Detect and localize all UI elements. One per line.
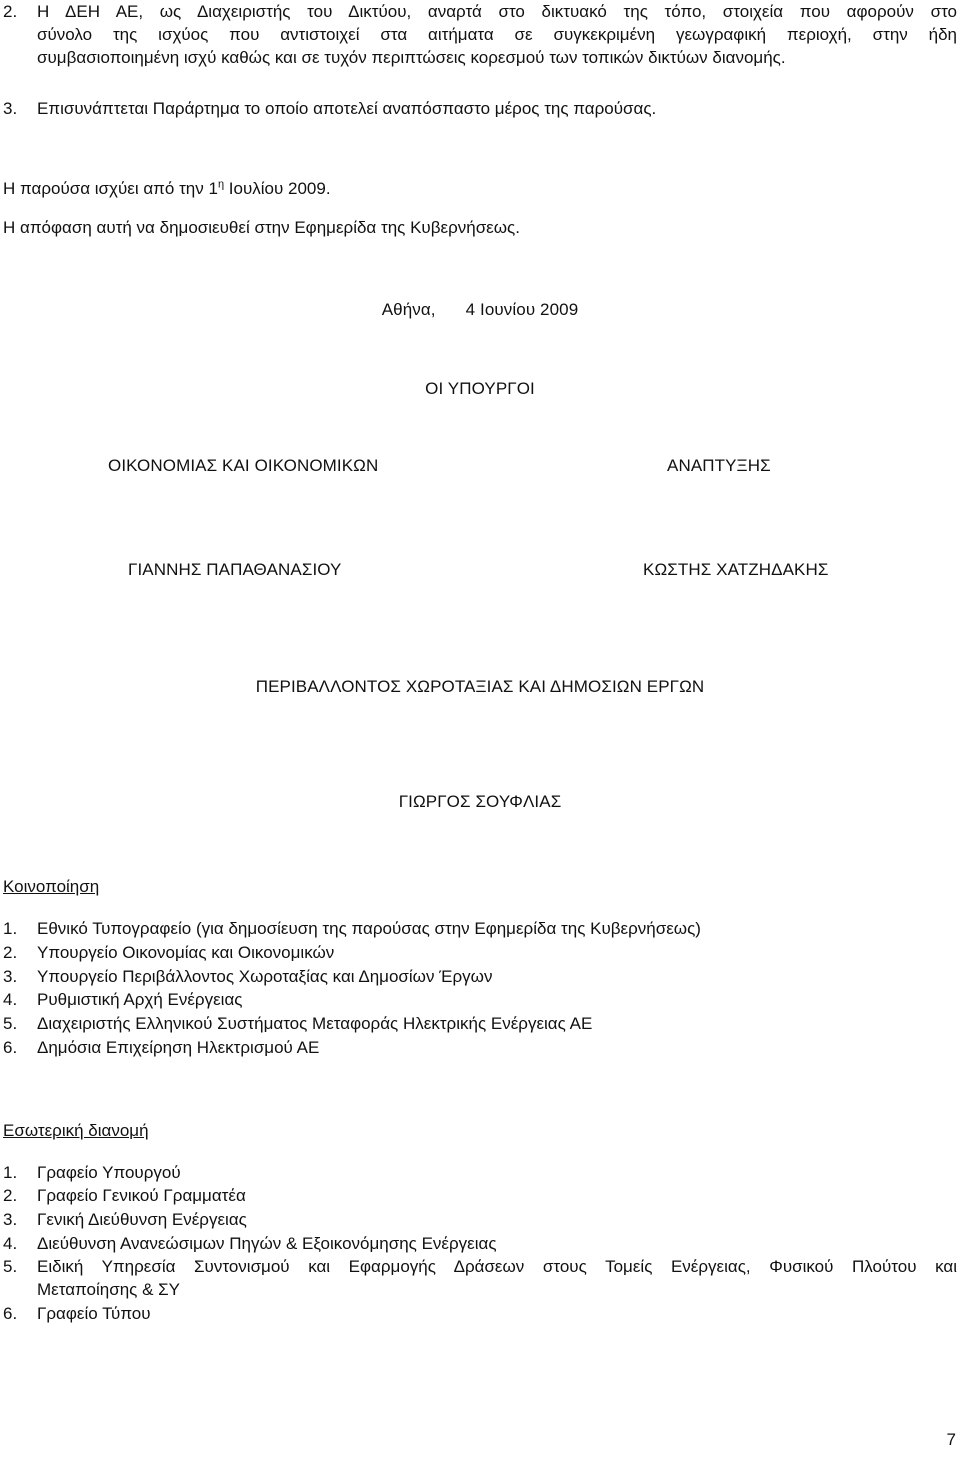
item-text: Δημόσια Επιχείρηση Ηλεκτρισμού ΑΕ [37,1038,320,1057]
ministry-economy: ΟΙΚΟΝΟΜΙΑΣ ΚΑΙ ΟΙΚΟΝΟΜΙΚΩΝ [108,456,379,475]
item-text: Εθνικό Τυπογραφείο (για δημοσίευση της παρούσας στην Εφημερίδα της Κυβερνήσεως) [37,919,701,938]
item-number: 2. [3,943,18,962]
page-number: 7 [946,1430,956,1449]
internal-title: Εσωτερική διανομή [3,1121,149,1140]
validity-line [3,177,331,201]
minister-papathanasiou: ΓΙΑΝΝΗΣ ΠΑΠΑΘΑΝΑΣΙΟΥ [128,560,342,579]
item-3-text: Επισυνάπτεται Παράρτημα το οποίο αποτελεί αναπόσπαστο μέρος της παρούσας. [37,99,657,118]
item-text: Υπουργείο Περιβάλλοντος Χωροταξίας και Δημοσίων Έργων [37,967,493,986]
item-number: 1. [3,919,18,938]
minister-hatzidakis: ΚΩΣΤΗΣ ΧΑΤΖΗΔΑΚΗΣ [643,560,829,579]
ministers-title: ΟΙ ΥΠΟΥΡΓΟΙ [425,379,535,398]
item-number: 2. [3,1186,18,1205]
item-text: Γραφείο Τύπου [37,1304,151,1323]
item-text-line-2: Μεταποίησης & ΣΥ [37,1280,180,1299]
item-text: Ρυθμιστική Αρχή Ενέργειας [37,990,243,1009]
item-text: Γενική Διεύθυνση Ενέργειας [37,1210,247,1229]
item-text: Υπουργείο Οικονομίας και Οικονομικών [37,943,335,962]
notification-title: Κοινοποίηση [3,877,100,896]
item-text: Διαχειριστής Ελληνικού Συστήματος Μεταφοράς Ηλεκτρικής Ενέργειας ΑΕ [37,1014,593,1033]
item-number: 2. [3,2,18,21]
item-2-line-3: συμβασιοποιημένη ισχύ καθώς και σε τυχόν περιπτώσεις κορεσμού των τοπικών δικτύων διανομής. [37,48,786,67]
item-number: 5. [3,1014,18,1033]
item-number: 3. [3,99,18,118]
item-text-line-1: Ειδική Υπηρεσία Συντονισμού και Εφαρμογής Δράσεων στους Τομείς Ενέργειας, Φυσικού Πλούτου και [37,1257,957,1276]
item-number: 4. [3,1234,18,1253]
item-number: 3. [3,967,18,986]
ministry-environment: ΠΕΡΙΒΑΛΛΟΝΤΟΣ ΧΩΡΟΤΑΞΙΑΣ ΚΑΙ ΔΗΜΟΣΙΩΝ ΕΡΓΩΝ [255,677,705,696]
date: 4 Ιουνίου 2009 [465,300,579,319]
item-number: 3. [3,1210,18,1229]
ministry-development: ΑΝΑΠΤΥΞΗΣ [667,456,771,475]
item-text: Γραφείο Γενικού Γραμματέα [37,1186,246,1205]
item-number: 1. [3,1163,18,1182]
validity-superscript: η [217,178,225,191]
validity-prefix: Η παρούσα ισχύει από την 1 [3,179,218,198]
item-text: Γραφείο Υπουργού [37,1163,181,1182]
place-date [0,298,960,322]
item-2-line-2: σύνολο της ισχύος που αντιστοιχεί στα αιτήματα σε συγκεκριμένη γεωγραφική περιοχή, στην ήδη [37,25,957,44]
item-number: 4. [3,990,18,1009]
publication-line: Η απόφαση αυτή να δημοσιευθεί στην Εφημερίδα της Κυβερνήσεως. [3,218,520,237]
item-number: 6. [3,1304,18,1323]
place: Αθήνα, [381,300,436,319]
minister-souflias: ΓΙΩΡΓΟΣ ΣΟΥΦΛΙΑΣ [398,792,562,811]
item-2-line-1: Η ΔΕΗ ΑΕ, ως Διαχειριστής του Δικτύου, αναρτά στο δικτυακό της τόπο, στοιχεία που αφορούν στο [37,2,957,21]
item-number: 5. [3,1257,18,1276]
validity-suffix: Ιουλίου 2009. [224,179,331,198]
item-number: 6. [3,1038,18,1057]
item-text: Διεύθυνση Ανανεώσιμων Πηγών & Εξοικονόμησης Ενέργειας [37,1234,497,1253]
